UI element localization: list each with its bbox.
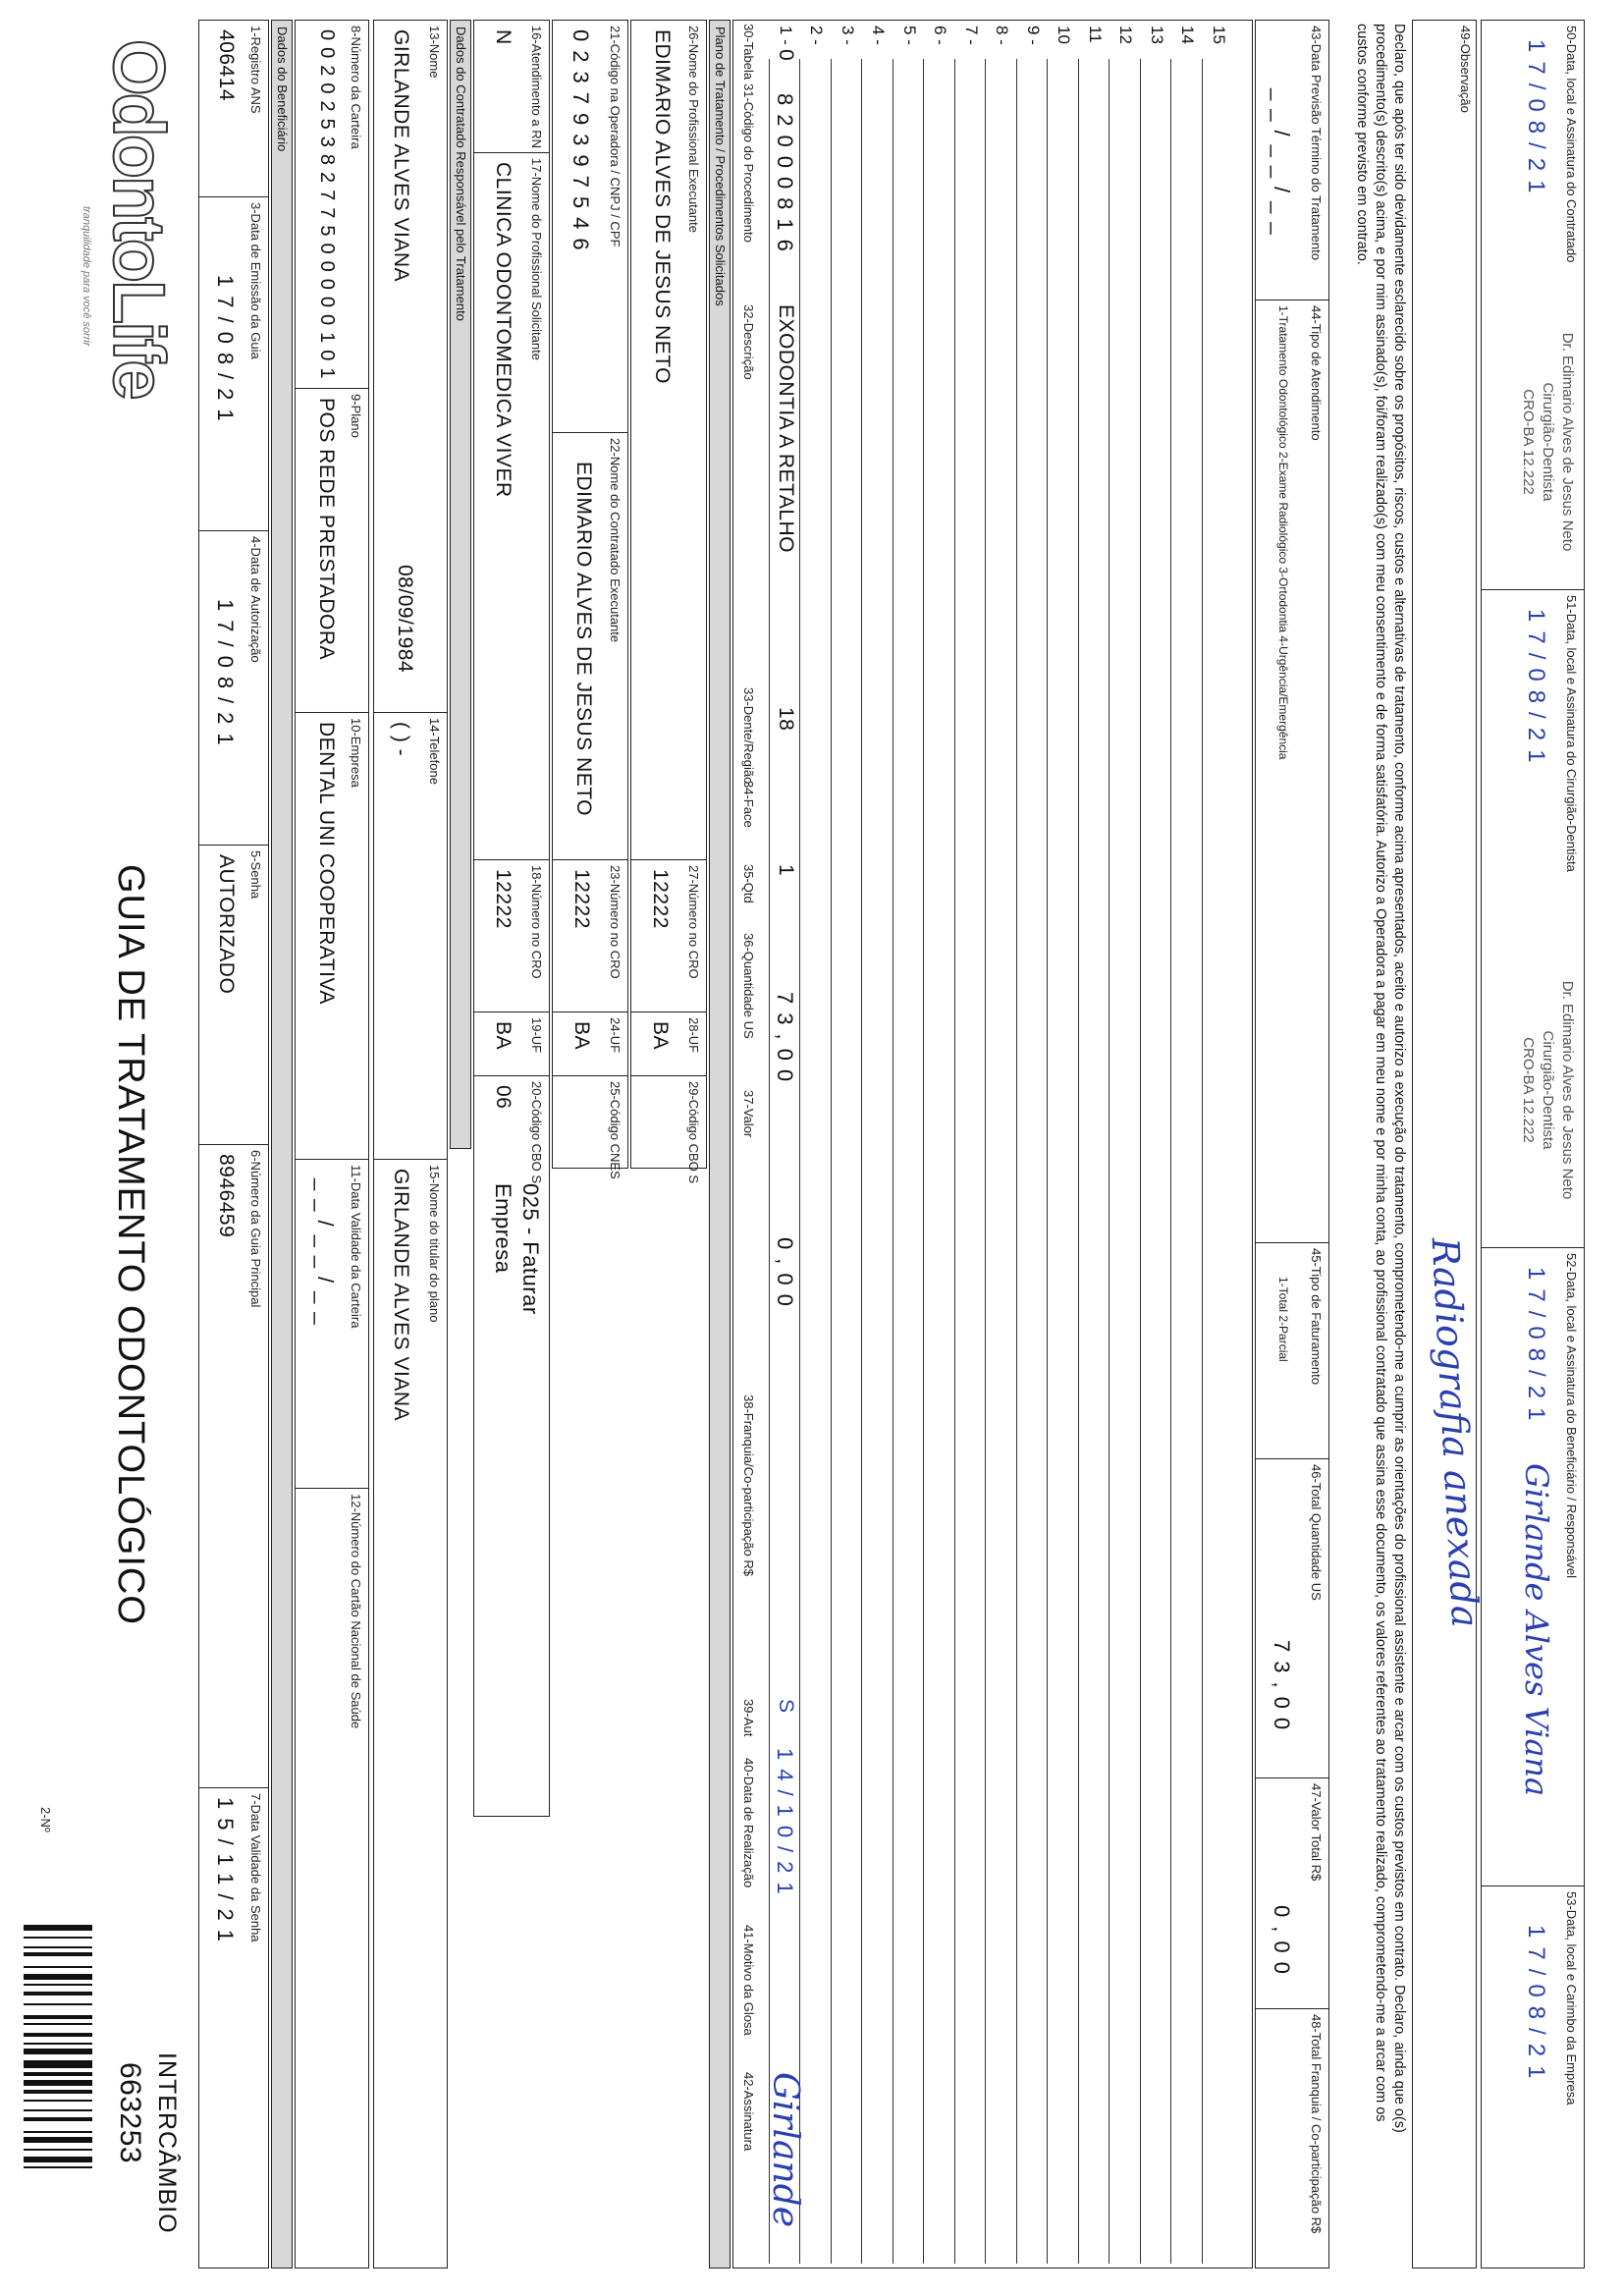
data-autorizacao-value: 17/08/21	[213, 599, 238, 754]
valor-total-value: 0,00	[1270, 1905, 1294, 1983]
table-row	[831, 59, 832, 2264]
table-cell-qtd: 1	[775, 864, 797, 877]
assinatura-empresa-date: 17/08/21	[1523, 1925, 1549, 2088]
tipo-faturamento-options: 1-Total 2-Parcial	[1276, 1277, 1290, 1362]
nome-value: GIRLANDE ALVES VIANA	[390, 29, 412, 283]
cbo-solicitante-value: 06	[492, 1085, 514, 1110]
validade-senha-value: 15/11/21	[213, 1797, 238, 1951]
uf-solicitante-value: BA	[492, 1021, 514, 1051]
cnes-label: 25-Código CNES	[608, 1081, 623, 1179]
tipo-atendimento-options: 1-Tratamento Odontológico 2-Exame Radiológico 3-Ortodontia 4-Urgência/Emergência	[1276, 305, 1290, 760]
plano-value: POS REDE PRESTADORA	[315, 398, 338, 660]
numero-carteira-label: 8-Número da Carteira	[349, 26, 363, 149]
total-franquia-label: 48-Total Franquia / Co-participação R$	[1309, 2014, 1324, 2234]
table-row	[1016, 59, 1017, 2264]
logo-tagline: tranquilidade para você sorrir	[81, 206, 92, 347]
numero-carteira-value: 00202538277500000101	[316, 29, 338, 386]
odontolife-logo: OdontoLife	[98, 39, 180, 398]
declaration-text: Declaro, que após ter sido devidamente esclarecido sobre os propósitos, riscos, custos e alternativas de tratamento, conforme acima apresentados, aceito e autorizo a execução do tratamento, comprometendo-me a cumprir as orientações do profissional assistente e arcar com os custos previstos em contrato. Declaro, ainda que o(s) procedimento(s) descrito(s) acima, e por mim assinado(s), foi/foram realizado(s) com meu consentimento e de forma satisfatória. Autorizo a Operadora a pagar em meu nome e por minha conta, ao profissional contratado que assina esse documento, os valores referentes ao tratamento realizado, comprometendo-me a arcar com os custos conforme previsto em contrato.	[1354, 24, 1407, 2133]
previsao-termino-value: __/__/__	[1270, 88, 1294, 244]
table-row	[986, 59, 987, 2264]
total-us-value: 73,00	[1270, 1640, 1294, 1739]
assinatura-empresa-label: 53-Data, local e Carimbo da Empresa	[1564, 1891, 1579, 2105]
tipo-atendimento-label: 44-Tipo de Atendimento	[1309, 305, 1324, 441]
dentist-stamp-right: Dr. Edimario Alves de Jesus Neto Cirurgião-Dentista CRO-BA 12.222	[1520, 980, 1576, 1200]
table-header: 33-Dente/Região	[741, 687, 756, 785]
guide-number: 663253	[114, 2062, 146, 2164]
table-cell-aut: S	[775, 1699, 797, 1714]
uf-executante-label: 28-UF	[686, 1017, 701, 1054]
table-cell-data: 14/10/21	[773, 1748, 797, 1903]
validade-senha-label: 7-Data Validade da Senha	[248, 1793, 263, 1942]
senha-label: 5-Senha	[248, 850, 263, 900]
table-row-number: 2 -	[807, 26, 827, 45]
cro-solicitante-label: 18-Número no CRO	[529, 865, 544, 979]
dentist-stamp-left: Dr. Edimario Alves de Jesus Neto Cirurgião-Dentista CRO-BA 12.222	[1520, 332, 1576, 552]
table-row	[800, 59, 801, 2264]
assinatura-cirurgiao-label: 51-Data, local e Assinatura do Cirurgião-Dentista	[1564, 595, 1579, 872]
assinatura-beneficiario-label: 52-Data, local e Assinatura do Beneficiário / Responsável	[1564, 1253, 1579, 1578]
cro-contratado-value: 12222	[570, 869, 593, 929]
cnpj-cpf-label: 21-Código na Operadora / CNPJ / CPF	[608, 26, 623, 247]
previsao-termino-label: 43-Data Previsão Término do Tratamento	[1309, 26, 1324, 260]
telefone-value: ( ) -	[390, 722, 412, 757]
assinatura-beneficiario-date: 17/08/21	[1523, 1267, 1549, 1430]
table-header: 31-Código do Procedimento	[741, 83, 756, 243]
table-cell-dente: 18	[775, 707, 797, 732]
table-row-number: 11	[1086, 26, 1105, 43]
contratado-executante-label: 22-Nome do Contratado Executante	[608, 438, 623, 643]
table-row	[769, 59, 770, 2264]
validade-carteira-value: __/__/__	[313, 1178, 338, 1334]
assinatura-contratado-label: 50-Data, local e Assinatura do Contratado	[1564, 26, 1579, 263]
table-row	[1048, 59, 1049, 2264]
table-cell-assinatura: Girlande	[765, 2072, 805, 2227]
table-header: 34-Face	[741, 781, 756, 828]
profissional-solicitante-label: 17-Nome do Profissional Solicitante	[529, 158, 544, 360]
cro-executante-label: 27-Número no CRO	[686, 865, 701, 979]
observacao-handwritten: Radiografia anexada	[1423, 1236, 1488, 1629]
observacao-label: 49-Observação	[1458, 26, 1473, 113]
data-nascimento-value: 08/09/1984	[394, 565, 416, 674]
table-row-number: 4 -	[869, 26, 889, 45]
table-header: 39-Aut	[741, 1699, 756, 1737]
assinatura-contratado-date: 17/08/21	[1523, 39, 1549, 202]
table-row-number: 1 -	[777, 26, 795, 45]
table-row-number: 14	[1178, 26, 1198, 44]
table-cell-us: 73,00	[773, 992, 797, 1091]
validade-carteira-label: 11-Data Validade da Carteira	[349, 1165, 363, 1329]
profissional-executante-value: EDIMARIO ALVES DE JESUS NETO	[651, 29, 674, 384]
table-row-number: 9 -	[1024, 26, 1043, 45]
table-row	[924, 59, 925, 2264]
data-autorizacao-label: 4-Data de Autorização	[248, 536, 263, 663]
uf-executante-value: BA	[649, 1021, 672, 1051]
table-row	[1171, 59, 1172, 2264]
senha-value: AUTORIZADO	[215, 854, 238, 995]
total-us-label: 46-Total Quantidade US	[1309, 1464, 1324, 1601]
cbo-solicitante-label: 20-Código CBO S	[529, 1081, 544, 1184]
beneficiario-signature: Girlande Alves Viana	[1518, 1463, 1555, 1797]
guia-principal-label: 6-Número da Guia Principal	[248, 1150, 263, 1308]
barcode-icon	[24, 1925, 92, 2278]
table-row-number: 3 -	[839, 26, 857, 45]
table-header: 32-Descrição	[741, 304, 756, 380]
table-cell-valor: 0,00	[773, 1237, 797, 1315]
faturamento-value: 025 - Faturar Empresa	[491, 1183, 543, 1315]
table-row-number: 8 -	[993, 26, 1012, 45]
guide-type: INTERCÂMBIO	[153, 2052, 181, 2234]
titular-value: GIRLANDE ALVES VIANA	[390, 1169, 412, 1422]
table-row-number: 6 -	[931, 26, 950, 45]
atendimento-rn-label: 16-Atendimento a RN	[529, 26, 544, 149]
form-title: GUIA DE TRATAMENTO ODONTOLÓGICO	[110, 864, 151, 1625]
uf-contratado-value: BA	[570, 1021, 593, 1051]
table-row-number: 5 -	[900, 26, 919, 45]
cro-executante-value: 12222	[649, 869, 672, 929]
section-contratado: Dados do Contratado Responsável pelo Tratamento	[450, 20, 471, 1149]
registro-ans-label: 1-Registro ANS	[248, 26, 263, 114]
profissional-solicitante-value: CLINICA ODONTOMEDICA VIVER	[492, 162, 514, 498]
guide-number-label: 2-Nº	[38, 1807, 53, 1832]
table-header: 35-Qtd	[741, 864, 756, 903]
table-cell-codigo: 82000816	[773, 93, 797, 260]
table-header: 40-Data de Realização	[741, 1758, 756, 1888]
telefone-label: 14-Telefone	[427, 718, 442, 785]
cro-solicitante-value: 12222	[492, 869, 514, 929]
cro-contratado-label: 23-Número no CRO	[608, 865, 623, 979]
table-row	[1140, 59, 1141, 2264]
section-plano: Plano de Tratamento / Procedimentos Solicitados	[709, 20, 731, 2269]
table-header: 38-Franquia/Co-participação R$	[741, 1394, 756, 1576]
contratado-executante-value: EDIMARIO ALVES DE JESUS NETO	[572, 462, 595, 816]
atendimento-rn-value: N	[492, 29, 514, 45]
table-row	[862, 59, 863, 2264]
data-emissao-label: 3-Data de Emissão da Guia	[248, 202, 263, 359]
table-header: 42-Assinatura	[741, 2072, 756, 2152]
data-emissao-value: 17/08/21	[213, 275, 238, 430]
registro-ans-value: 406414	[215, 29, 238, 102]
table-cell-descricao: EXODONTIA A RETALHO	[775, 304, 797, 554]
observation-frame	[1412, 20, 1477, 2269]
section-beneficiario: Dados do Beneficiário	[271, 20, 293, 2269]
empresa-label: 10-Empresa	[349, 718, 363, 788]
table-cell-tabela: 0	[775, 49, 797, 62]
table-row-number: 7 -	[962, 26, 981, 45]
table-row-number: 15	[1210, 26, 1228, 44]
cbo-executante-label: 29-Código CBO S	[686, 1081, 701, 1184]
procedure-table	[732, 20, 1253, 2269]
tipo-faturamento-label: 45-Tipo de Faturamento	[1309, 1248, 1324, 1385]
guia-principal-value: 8946459	[215, 1154, 238, 1238]
table-header: 36-Quantidade US	[741, 933, 756, 1039]
table-row-number: 13	[1148, 26, 1166, 44]
table-row	[1202, 59, 1203, 2264]
empresa-value: DENTAL UNI COOPERATIVA	[315, 722, 338, 1005]
table-header: 37-Valor	[741, 1090, 756, 1138]
table-row-number: 10	[1055, 26, 1074, 44]
profissional-executante-label: 26-Nome do Profissional Executante	[686, 26, 701, 234]
table-row	[954, 59, 955, 2264]
titular-label: 15-Nome do titular do plano	[427, 1165, 442, 1323]
plano-label: 9-Plano	[349, 394, 363, 438]
nome-label: 13-Nome	[427, 26, 442, 79]
uf-contratado-label: 24-UF	[608, 1017, 623, 1054]
table-row-number: 12	[1116, 26, 1136, 44]
cnpj-cpf-value: 02379397546	[568, 29, 593, 259]
table-row	[1078, 59, 1079, 2264]
table-header: 41-Motivo da Glosa	[741, 1925, 756, 2036]
assinatura-cirurgiao-date: 17/08/21	[1523, 609, 1549, 772]
valor-total-label: 47-Valor Total R$	[1309, 1783, 1324, 1882]
row3-frame	[373, 20, 448, 2269]
uf-solicitante-label: 19-UF	[529, 1017, 544, 1054]
cns-label: 12-Número do Cartão Nacional de Saúde	[349, 1494, 363, 1729]
table-header: 30-Tabela	[741, 24, 756, 81]
